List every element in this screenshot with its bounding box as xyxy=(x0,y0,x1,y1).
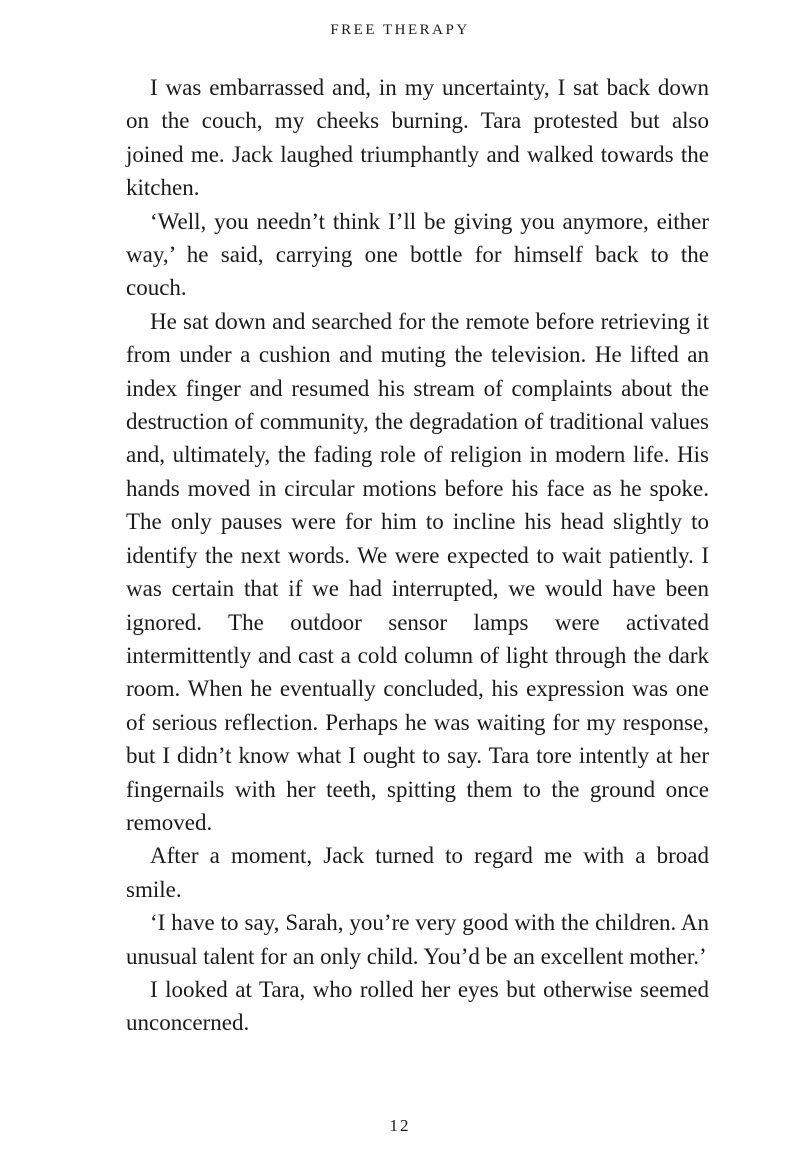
paragraph: He sat down and searched for the remote before retrieving it from under a cushion and muting the television. He lifted an index finger and resumed his stream of complaints about the destruction of community, the degradation of traditional values and, ultimately, the fading role of religion in modern life. His hands moved in circular motions before his face as he spoke. The only pauses were for him to incline his head slightly to identify the next words. We were expected to wait patiently. I was certain that if we had interrupted, we would have been ignored. The outdoor sensor lamps were activated intermittently and cast a cold column of light through the dark room. When he eventually concluded, his expression was one of serious reflection. Perhaps he was waiting for my response, but I didn’t know what I ought to say. Tara tore intently at her fingernails with her teeth, spitting them to the ground once removed. xyxy=(126,308,709,835)
paragraph: I looked at Tara, who rolled her eyes but otherwise seemed unconcerned. xyxy=(126,976,709,1036)
paragraph: ‘I have to say, Sarah, you’re very good with the children. An unusual talent for an only child. You’d be an excellent mother.’ xyxy=(126,910,709,969)
paragraph: ‘Well, you needn’t think I’ll be giving you anymore, either way,’ he said, carrying one bottle for himself back to the couch. xyxy=(126,208,709,301)
body-text xyxy=(126,71,709,1040)
running-header: FREE THERAPY xyxy=(330,22,470,38)
paragraph: After a moment, Jack turned to regard me with a broad smile. xyxy=(126,843,709,902)
page-number: 12 xyxy=(389,1116,411,1135)
paragraph: I was embarrassed and, in my uncertainty, I sat back down on the couch, my cheeks burning. Tara protested but also joined me. Jack laughed triumphantly and walked towards the kitchen. xyxy=(126,75,709,201)
